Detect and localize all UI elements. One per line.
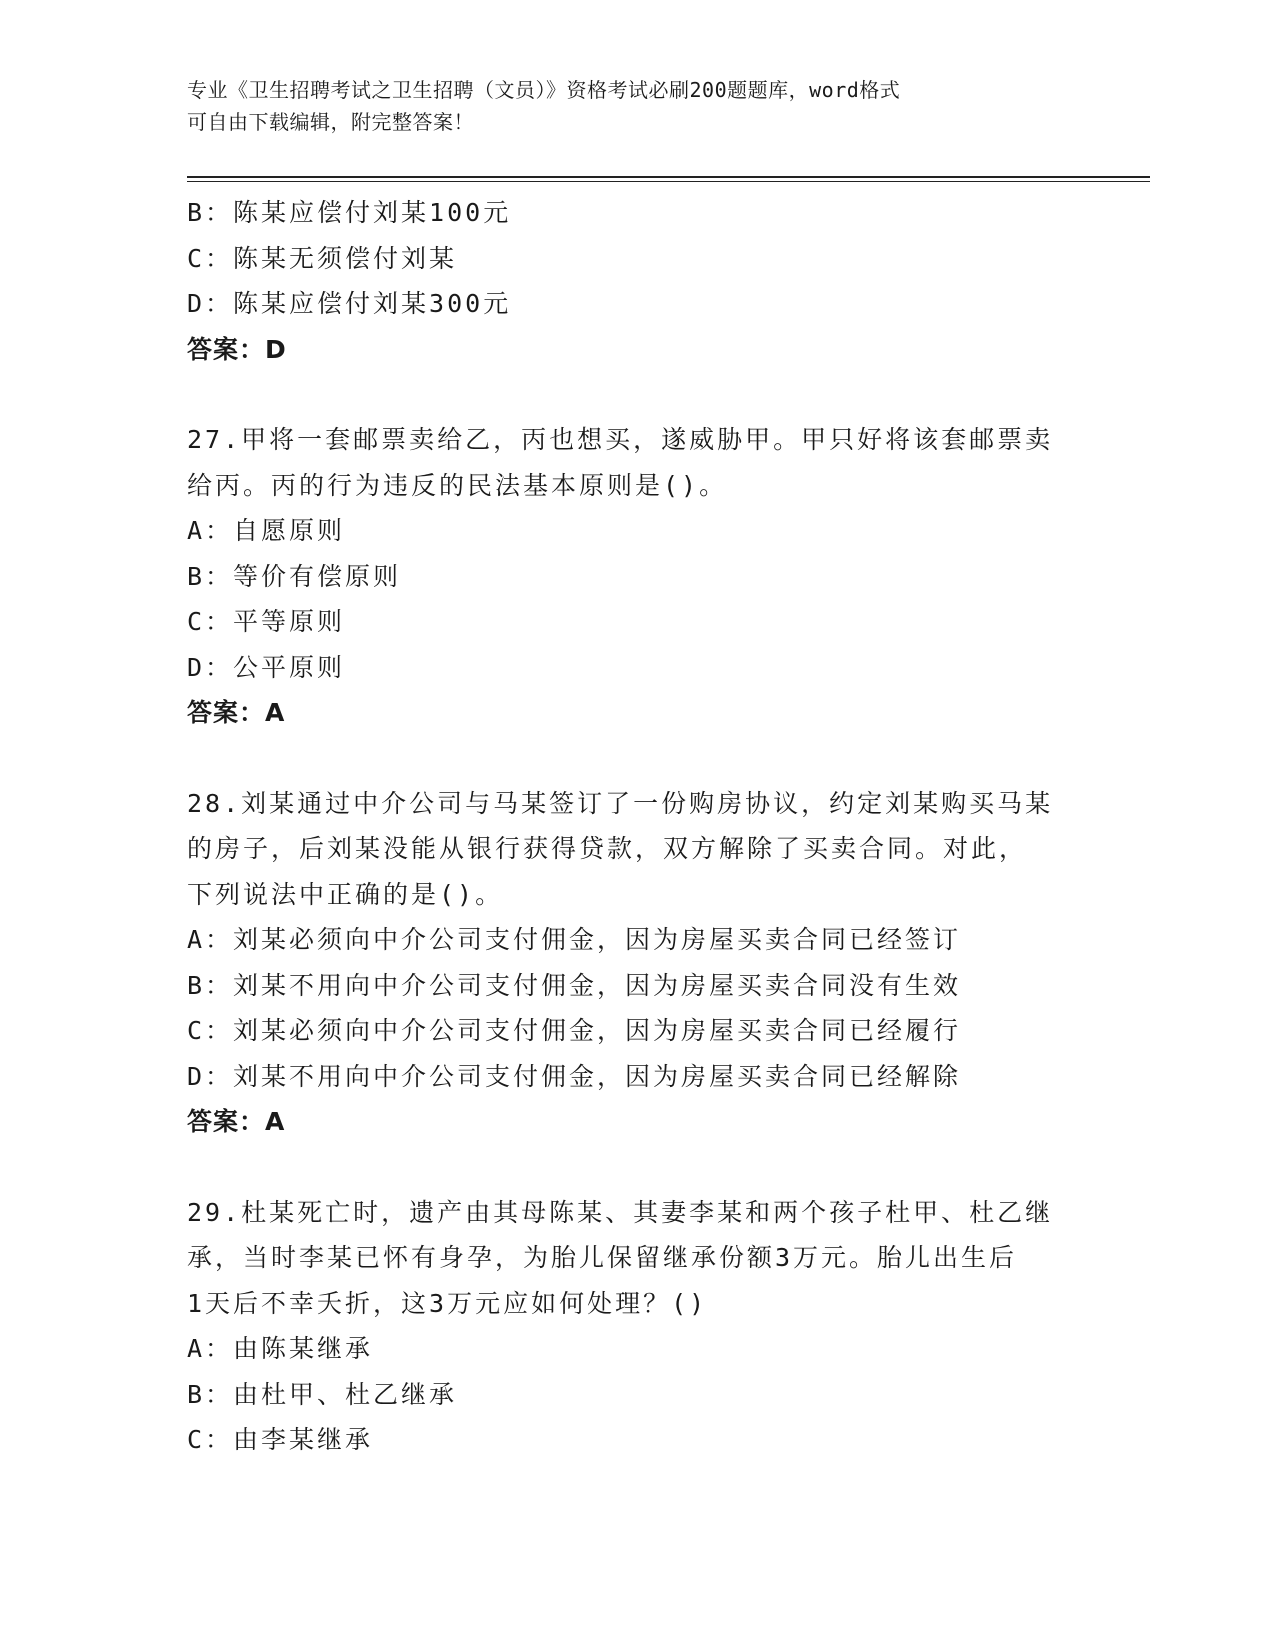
option-c: C：刘某必须向中介公司支付佣金，因为房屋买卖合同已经履行	[187, 1016, 962, 1045]
question-text-line: 29.杜某死亡时，遗产由其母陈某、其妻李某和两个孩子杜甲、杜乙继	[187, 1197, 1054, 1227]
question-28	[187, 781, 1087, 1145]
question-text-line: 28.刘某通过中介公司与马某签订了一份购房协议，约定刘某购买马某	[187, 788, 1054, 818]
header-line-1: 专业《卫生招聘考试之卫生招聘（文员）》资格考试必刷200题题库，word格式	[187, 78, 901, 102]
document-header	[187, 74, 1067, 138]
option-b: B：等价有偿原则	[187, 561, 402, 591]
option-d: D：公平原则	[187, 652, 346, 682]
document-body	[187, 190, 1087, 1463]
question-text-line: 的房子，后刘某没能从银行获得贷款，双方解除了买卖合同。对此，	[187, 834, 1028, 863]
question-text-line: 给丙。丙的行为违反的民法基本原则是()。	[187, 470, 728, 500]
question-text-line: 27.甲将一套邮票卖给乙，丙也想买，遂威胁甲。甲只好将该套邮票卖	[187, 425, 1054, 454]
spacer	[187, 372, 1087, 417]
option-b: B：陈某应偿付刘某100元	[187, 198, 512, 227]
option-a: A：刘某必须向中介公司支付佣金，因为房屋买卖合同已经签订	[187, 925, 962, 954]
question-text-line: 下列说法中正确的是()。	[187, 879, 504, 909]
option-c: C：平等原则	[187, 607, 346, 636]
spacer	[187, 736, 1087, 781]
header-divider-thick	[187, 176, 1150, 178]
header-divider-thin	[187, 181, 1150, 182]
prev-question	[187, 190, 1087, 372]
option-a: A：自愿原则	[187, 516, 346, 545]
question-27	[187, 417, 1087, 736]
option-a: A：由陈某继承	[187, 1334, 374, 1363]
question-text-line: 承，当时李某已怀有身孕，为胎儿保留继承份额3万元。胎儿出生后	[187, 1243, 1018, 1272]
option-d: D：陈某应偿付刘某300元	[187, 289, 512, 318]
option-d: D：刘某不用向中介公司支付佣金，因为房屋买卖合同已经解除	[187, 1061, 962, 1091]
answer-line: 答案：A	[187, 698, 286, 727]
option-b: B：由杜甲、杜乙继承	[187, 1379, 458, 1409]
option-c: C：陈某无须偿付刘某	[187, 243, 458, 273]
question-text-line: 1天后不幸夭折，这3万元应如何处理？()	[187, 1288, 708, 1318]
answer-line: 答案：A	[187, 1107, 286, 1136]
option-c: C：由李某继承	[187, 1425, 374, 1454]
header-line-2: 可自由下载编辑，附完整答案！	[187, 110, 474, 134]
spacer	[187, 1145, 1087, 1190]
question-29	[187, 1190, 1087, 1463]
answer-line: 答案：D	[187, 334, 287, 364]
option-b: B：刘某不用向中介公司支付佣金，因为房屋买卖合同没有生效	[187, 970, 962, 1000]
